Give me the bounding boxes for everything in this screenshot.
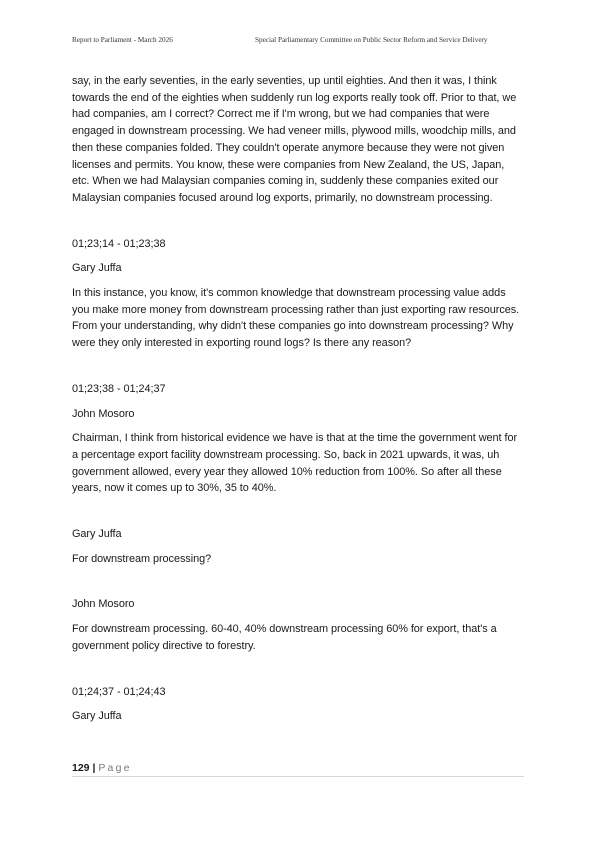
page-footer	[72, 762, 524, 777]
transcript-body	[72, 73, 524, 725]
transcript-paragraph: say, in the early seventies, in the early seventies, up until eighties. And then it was, I think towards the end of the eighties when suddenly run log exports really took off. Prior to that, we had companies, am I correct? Correct me if I'm wrong, but we had companies that were engaged in downstream processing. We had veneer mills, plywood mills, woodchip mills, and then these companies folded. They couldn't operate anymore because they were not given licenses and permits. You know, these were companies from New Zealand, the US, Japan, etc. When we had Malaysian companies coming in, suddenly these companies exited our Malaysian companies focused around log exports, primarily, no downstream processing.	[72, 75, 517, 204]
speaker-name: Gary Juffa	[72, 262, 122, 275]
speaker-name: John Mosoro	[72, 407, 135, 420]
transcript-paragraph: For downstream processing. 60-40, 40% downstream processing 60% for export, that's a government policy directive to forestry.	[72, 623, 497, 652]
page-label: Page	[98, 762, 132, 774]
header-committee-name: Special Parliamentary Committee on Public Sector Reform and Service Delivery	[255, 36, 488, 44]
timestamp: 01;23;38 - 01;24;37	[72, 382, 166, 395]
speaker-name: John Mosoro	[72, 598, 135, 611]
timestamp: 01;23;14 - 01;23;38	[72, 237, 166, 250]
speaker-name: Gary Juffa	[72, 710, 122, 723]
header-report-title: Report to Parliament - March 2026	[72, 36, 173, 44]
transcript-paragraph: Chairman, I think from historical evidence we have is that at the time the government went for a percentage export facility downstream processing. So, back in 2021 upwards, it was, uh government allowed, every year they allowed 10% reduction from 100%. So after all these years, now it comes up to 30%, 35 to 40%.	[72, 432, 518, 495]
transcript-paragraph: In this instance, you know, it's common knowledge that downstream processing value adds you make more money from downstream processing rather than just exporting raw resources. From your understanding, why didn't these companies go into downstream processing? Why were they only interested in exporting round logs? Is there any reason?	[72, 287, 520, 350]
transcript-paragraph: For downstream processing?	[72, 552, 212, 565]
timestamp: 01;24;37 - 01;24;43	[72, 685, 166, 698]
page-number: 129	[72, 762, 90, 774]
speaker-name: Gary Juffa	[72, 528, 122, 541]
footer-separator: |	[92, 762, 96, 774]
